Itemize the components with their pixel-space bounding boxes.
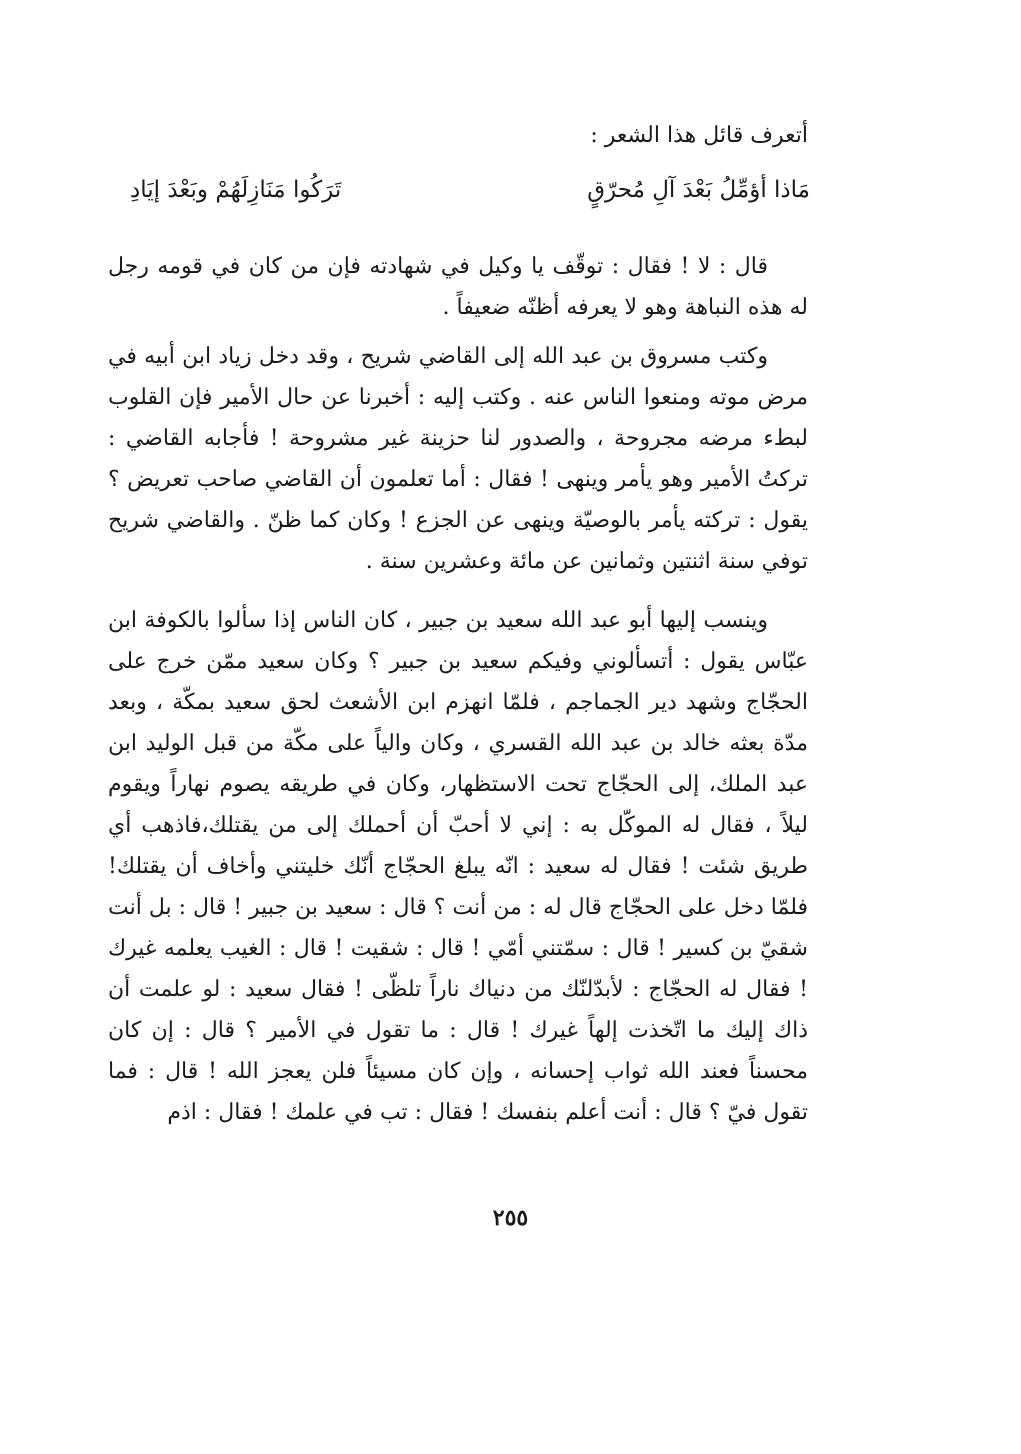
paragraph-text: وكتب مسروق بن عبد الله إلى القاضي شريح ، وقد دخل زياد ابن أبيه في مرض موته ومنعوا الناس عنه . وكتب إليه : أخبرنا عن حال الأمير فإن القلوب لبطء مرضه مجروحة ، والصدور لنا حزينة غير مشروحة ! فأجابه القاضي : تركتُ الأمير وهو يأمر وينهى ! فقال : أما تعلمون أن القاضي صاحب تعريض ؟ يقول : تركته يأمر بالوصيّة وينهى عن الجزع ! وكان كما ظنّ . والقاضي شريح توفي سنة اثنتين وثمانين عن مائة وعشرين سنة . bbox=[108, 344, 808, 574]
paragraph-2 bbox=[108, 336, 808, 582]
paragraph-text: وينسب إليها أبو عبد الله سعيد بن جبير ، كان الناس إذا سألوا بالكوفة ابن عبّاس يقول : أتسألوني وفيكم سعيد بن جبير ؟ وكان سعيد ممّن خرج على الحجّاج وشهد دير الجماجم ، فلمّا انهزم ابن الأشعث لحق سعيد بمكّة ، وبعد مدّة بعثه خالد بن عبد الله القسري ، وكان والياً على مكّة من قبل الوليد ابن عبد الملك، إلى الحجّاج تحت الاستظهار، وكان في طريقه يصوم نهاراً ويقوم ليلاً ، فقال له الموكّل به : إني لا أحبّ أن أحملك إلى من يقتلك،فاذهب أي طريق شئت ! فقال له سعيد : انّه يبلغ الحجّاج أنّك خليتني وأخاف أن يقتلك! فلمّا دخل على الحجّاج قال له : من أنت ؟ قال : سعيد بن جبير ! قال : بل أنت شقيّ بن كسير ! قال : سمّتني أمّي ! قال : شقيت ! قال : الغيب يعلمه غيرك ! فقال له الحجّاج : لأبدّلنّك من دنياك ناراً تلظّى ! فقال سعيد : لو علمت أن ذاك إليك ما اتّخذت إلهاً غيرك ! قال : ما تقول في الأمير ؟ قال : إن كان محسناً فعند الله ثواب إحسانه ، وإن كان مسيئاً فلن يعجز الله ! قال : فما تقول فيّ ؟ قال : أنت أعلم بنفسك ! فقال : تب في علمك ! فقال : اذم bbox=[108, 608, 808, 1125]
paragraph-3 bbox=[108, 600, 808, 1133]
paragraph-text: قال : لا ! فقال : توقّف يا وكيل في شهادته فإن من كان في قومه رجل له هذه النباهة وهو لا يعرفه أظنّه ضعيفاً . bbox=[108, 254, 808, 320]
verse-first-hemistich: مَاذا أؤمِّلُ بَعْدَ آلِ مُحرّقٍ bbox=[587, 177, 810, 203]
poem-verse bbox=[130, 170, 810, 210]
page-number: ٢٥٥ bbox=[492, 1205, 529, 1231]
verse-second-hemistich: تَرَكُوا مَنَازِلَهُمْ وبَعْدَ إيَادِ bbox=[130, 177, 342, 203]
paragraph-1 bbox=[108, 246, 808, 328]
intro-line: أتعرف قائل هذا الشعر : bbox=[590, 123, 808, 148]
